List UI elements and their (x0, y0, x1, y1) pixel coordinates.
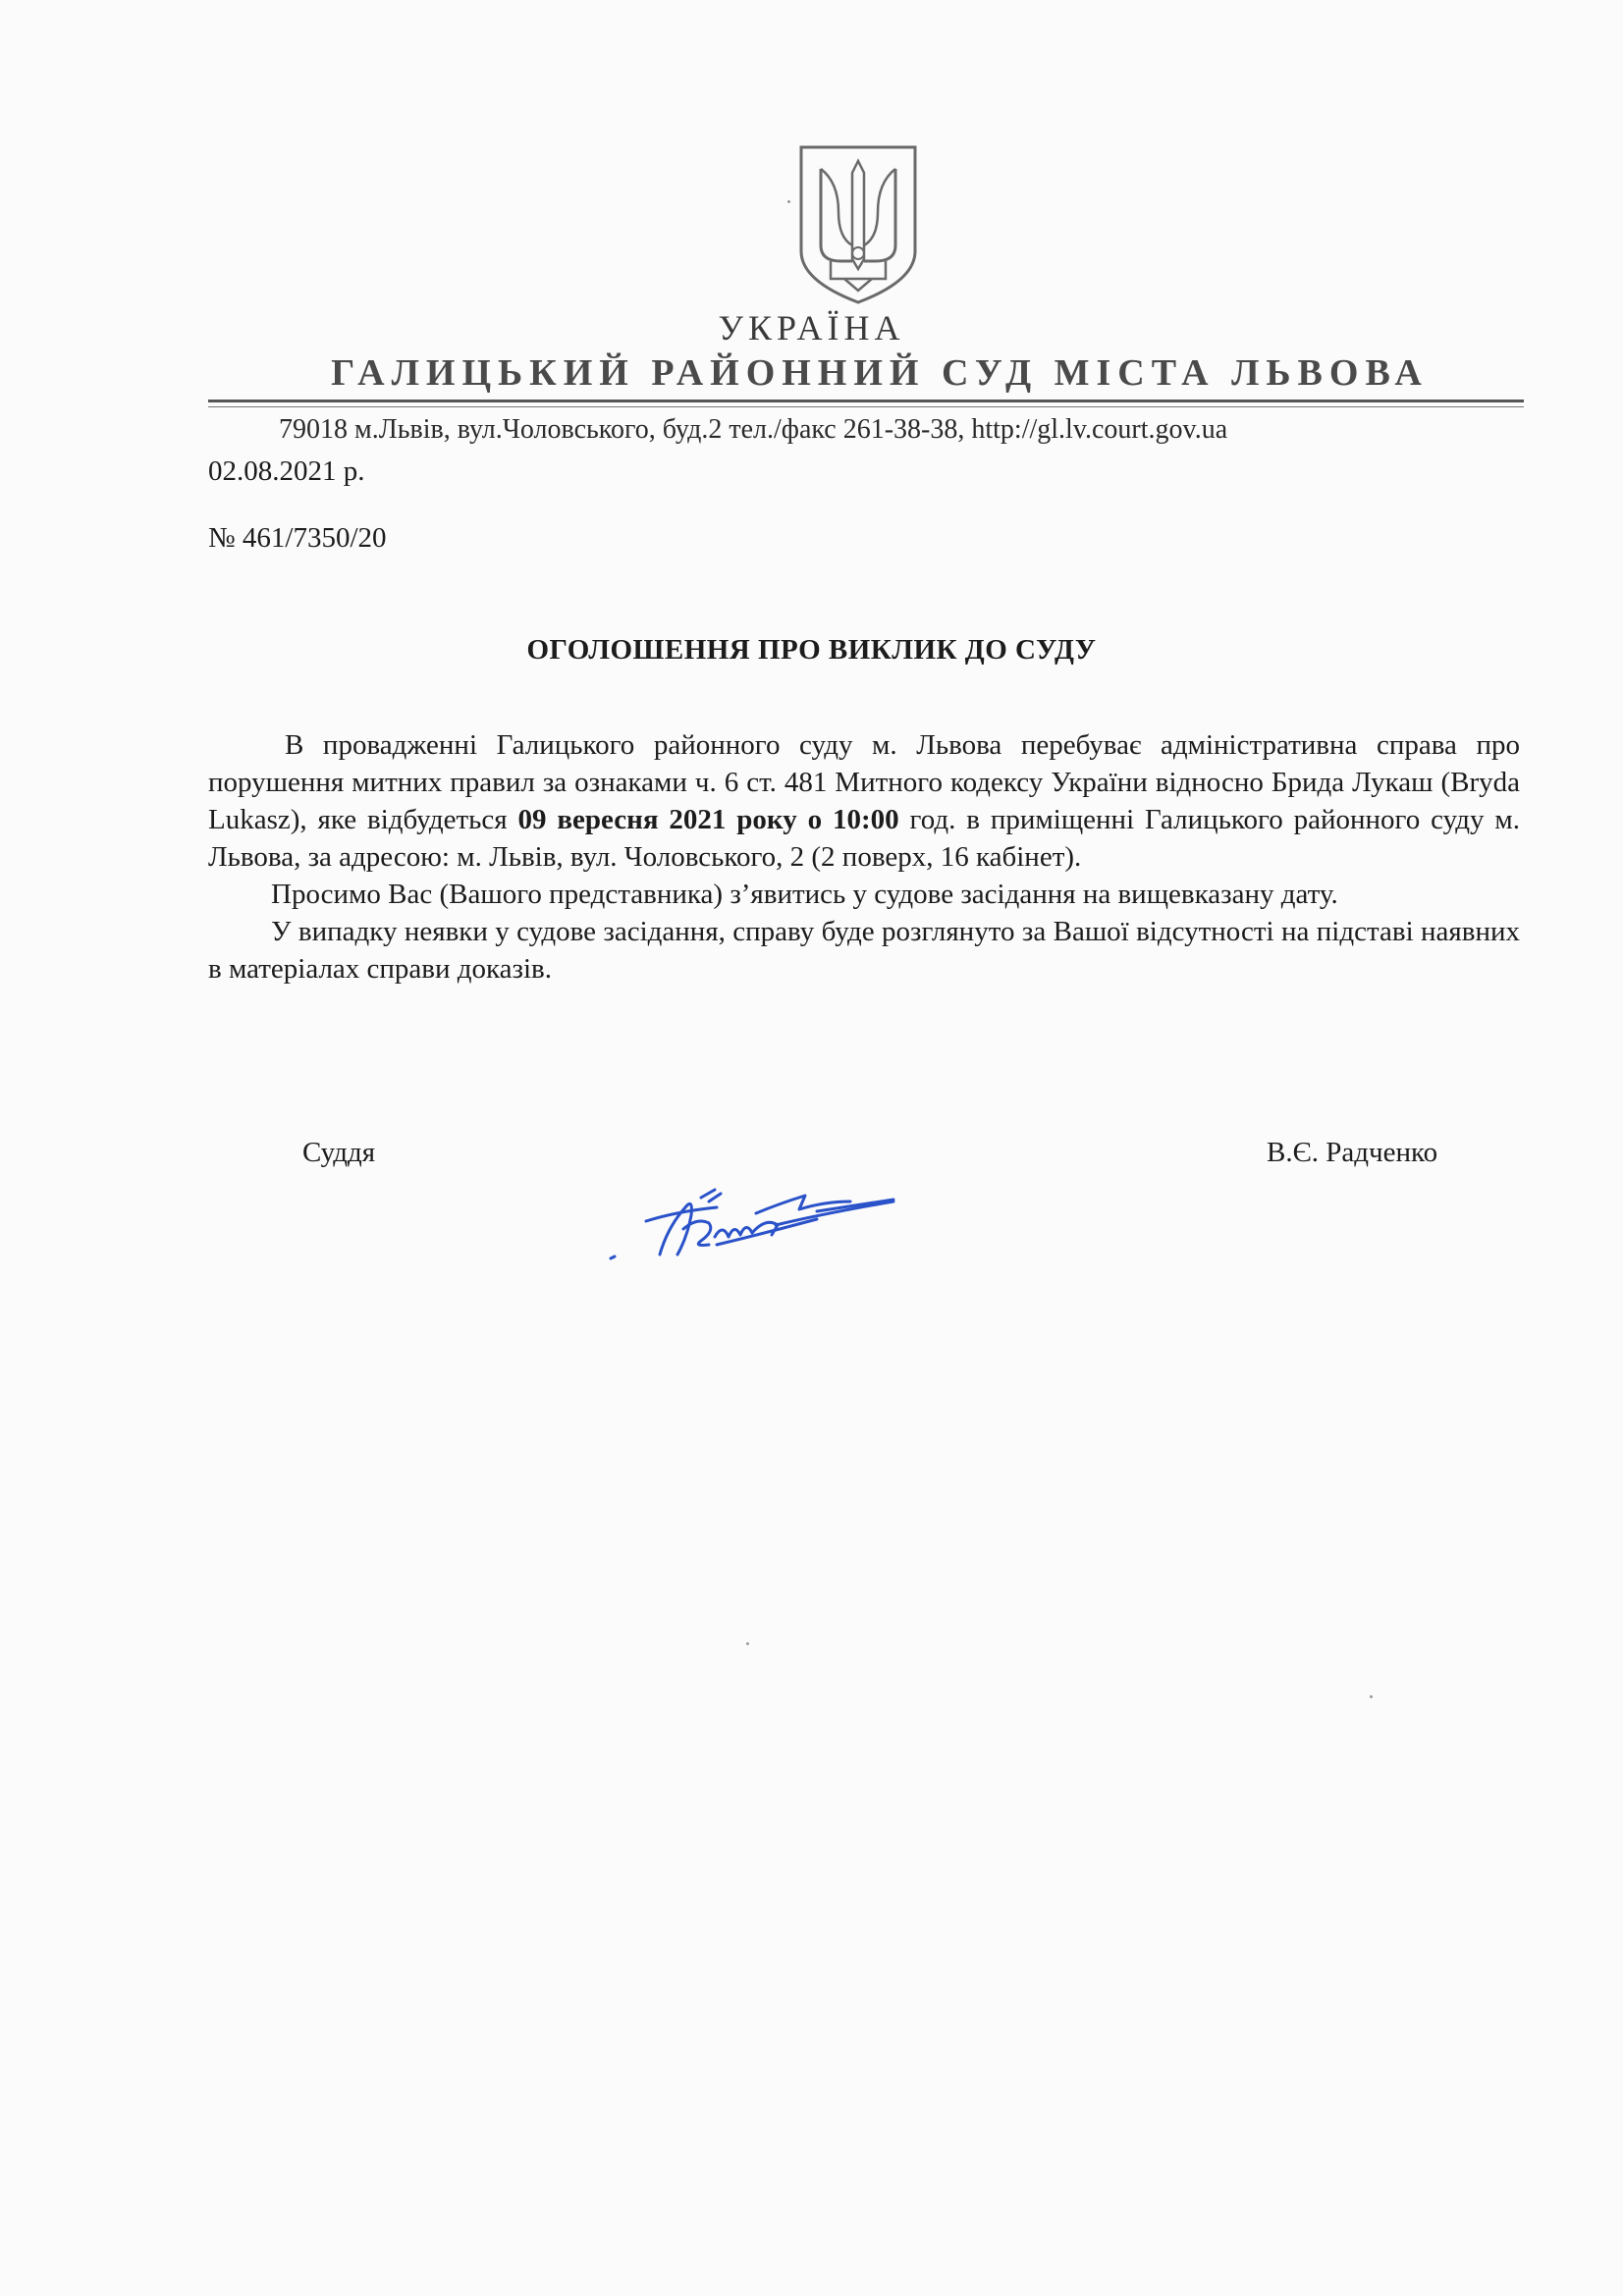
paragraph-absence-warning: У випадку неявки у судове засідання, справу буде розглянуто за Вашої відсутності на підставі наявних в матеріалах справи доказів. (208, 916, 1520, 985)
paragraph-request: Просимо Вас (Вашого представника) з’явитись у судове засідання на вищевказану дату. (271, 879, 1338, 910)
court-address: 79018 м.Львів, вул.Чоловського, буд.2 тел./факс 261-38-38, http://gl.lv.court.gov.ua (279, 414, 1228, 445)
paragraph-proceedings-location: год. в приміщенні Галицького районного суду м. Львова, за адресою: м. Львів, вул. Чоловського, 2 (2 поверх, 16 кабінет). (208, 804, 1520, 873)
judge-name: В.Є. Радченко (1267, 1137, 1438, 1168)
scan-speck (787, 200, 790, 203)
trident-emblem-icon (795, 143, 921, 306)
document-date: 02.08.2021 р. (208, 455, 365, 487)
scan-speck (746, 1642, 749, 1645)
court-name-heading: ГАЛИЦЬКИЙ РАЙОННИЙ СУД МІСТА ЛЬВОВА (331, 352, 1429, 394)
scan-speck (1370, 1695, 1373, 1698)
paragraph-proceedings (208, 726, 1520, 876)
notice-body (208, 726, 1520, 988)
hearing-datetime: 09 вересня 2021 року о 10:00 (517, 804, 899, 835)
country-heading: УКРАЇНА (718, 308, 905, 347)
case-number: № 461/7350/20 (208, 522, 387, 554)
header-divider (208, 400, 1524, 407)
document-title: ОГОЛОШЕННЯ ПРО ВИКЛИК ДО СУДУ (526, 634, 1097, 666)
judge-label: Суддя (302, 1137, 376, 1168)
handwritten-signature (599, 1168, 913, 1276)
paragraph-proceedings-text: В провадженні Галицького районного суду м. Львова перебуває адміністративна справа про порушення митних правил за ознаками ч. 6 ст. 481 Митного кодексу України відносно Брида Лукаш (Bryda Lukasz), яке відбудеться (208, 729, 1520, 835)
